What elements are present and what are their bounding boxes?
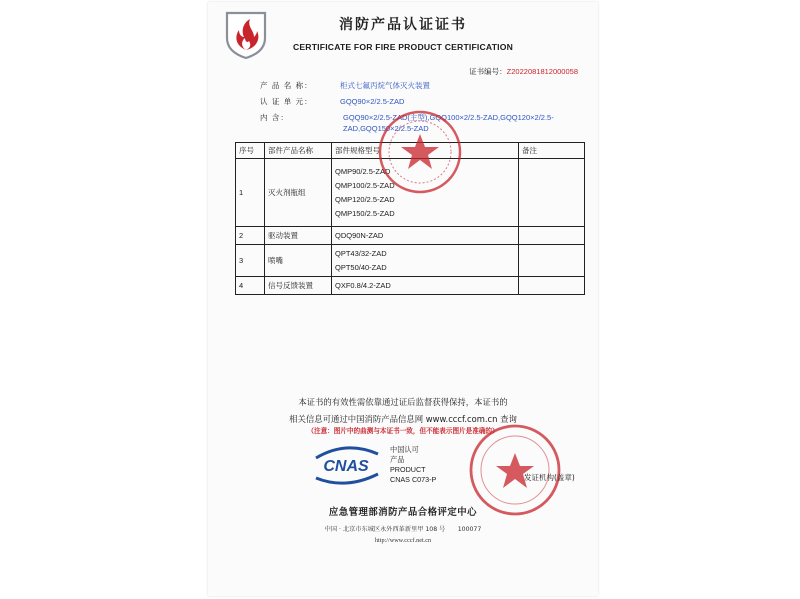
model-item: QXF0.8/4.2-ZAD <box>335 280 391 290</box>
row-part-name: 驱动装置 <box>265 227 332 245</box>
row-remark <box>519 159 585 227</box>
certificate-title-cn: 消防产品认证证书 <box>339 17 467 33</box>
row-part-name: 喷嘴 <box>265 245 332 277</box>
issuer-seal-caption: 发证机构(盖章) <box>524 473 575 482</box>
col-header-model: 部件规格型号 <box>332 143 519 159</box>
certificate-sheet <box>208 2 598 596</box>
model-item: QMP100/2.5-ZAD <box>335 180 395 190</box>
model-item: QDQ90N-ZAD <box>335 230 384 240</box>
row-remark <box>519 277 585 295</box>
row-no: 4 <box>236 277 265 295</box>
row-models <box>332 277 519 295</box>
certificate-number <box>469 66 578 77</box>
cert-unit-label: 认 证 单 元： <box>260 97 313 106</box>
cnas-accreditation <box>390 445 436 485</box>
model-item: QMP150/2.5-ZAD <box>335 208 395 218</box>
col-header-remark: 备注 <box>519 143 585 159</box>
cnas-logo-icon <box>308 440 384 490</box>
cert-unit-value: GQQ90×2/2.5-ZAD <box>340 97 405 106</box>
row-remark <box>519 245 585 277</box>
row-no: 1 <box>236 159 265 227</box>
product-name-value: 柜式七氟丙烷气体灭火装置 <box>340 81 430 90</box>
cnas-line-4: CNAS C073-P <box>390 475 437 484</box>
product-name-label: 产 品 名 称： <box>260 81 313 90</box>
col-header-no: 序号 <box>236 143 265 159</box>
certificate-number-label: 证书编号： <box>469 67 507 76</box>
row-models <box>332 245 519 277</box>
row-no: 3 <box>236 245 265 277</box>
contains-value: GQQ90×2/2.5-ZAD(主型),GQQ100×2/2.5-ZAD,GQQ120×2/2.5-ZAD,GQQ150×2/2.5-ZAD <box>343 113 554 133</box>
cnas-line-1: 中国认可 <box>390 445 419 454</box>
product-name-field <box>260 80 430 91</box>
model-item: QMP120/2.5-ZAD <box>335 194 395 204</box>
row-part-name: 灭火剂瓶组 <box>265 159 332 227</box>
certificate-title-en: CERTIFICATE FOR FIRE PRODUCT CERTIFICATION <box>292 42 514 52</box>
seal-stamp-icon <box>375 107 465 197</box>
model-item: QPT43/32-ZAD <box>335 248 387 258</box>
organization-website: http://www.cccf.net.cn <box>374 537 432 544</box>
image-disclaimer: （注意：图片中的曲测与本证书一致，但不能表示图片是准确的） <box>307 427 499 435</box>
certificate-number-value: Z2022081812000058 <box>506 67 578 76</box>
cnas-logo-text: CNAS <box>323 458 369 475</box>
col-header-part-name: 部件产品名称 <box>265 143 332 159</box>
row-no: 2 <box>236 227 265 245</box>
row-remark <box>519 227 585 245</box>
model-item: QPT50/40-ZAD <box>335 262 387 272</box>
table-row <box>236 245 585 277</box>
row-models <box>332 227 519 245</box>
table-row <box>236 277 585 295</box>
issuing-organization: 应急管理部消防产品合格评定中心 <box>328 507 478 518</box>
model-item: QMP90/2.5-ZAD <box>335 166 391 176</box>
validity-note-line2: 相关信息可通过中国消防产品信息网 www.cccf.com.cn 查询 <box>289 414 517 424</box>
cnas-line-2: 产品 <box>390 455 405 464</box>
contains-label: 内 含： <box>260 113 289 122</box>
cnas-line-3: PRODUCT <box>390 465 426 474</box>
table-row <box>236 227 585 245</box>
organization-address: 中国 · 北京市东城区永外西革新里甲 108 号 100077 <box>324 526 482 533</box>
row-part-name: 信号反馈装置 <box>265 277 332 295</box>
validity-note-line1: 本证书的有效性需依靠通过证后监督获得保持，本证书的 <box>298 397 508 407</box>
cert-unit-field <box>260 96 404 107</box>
